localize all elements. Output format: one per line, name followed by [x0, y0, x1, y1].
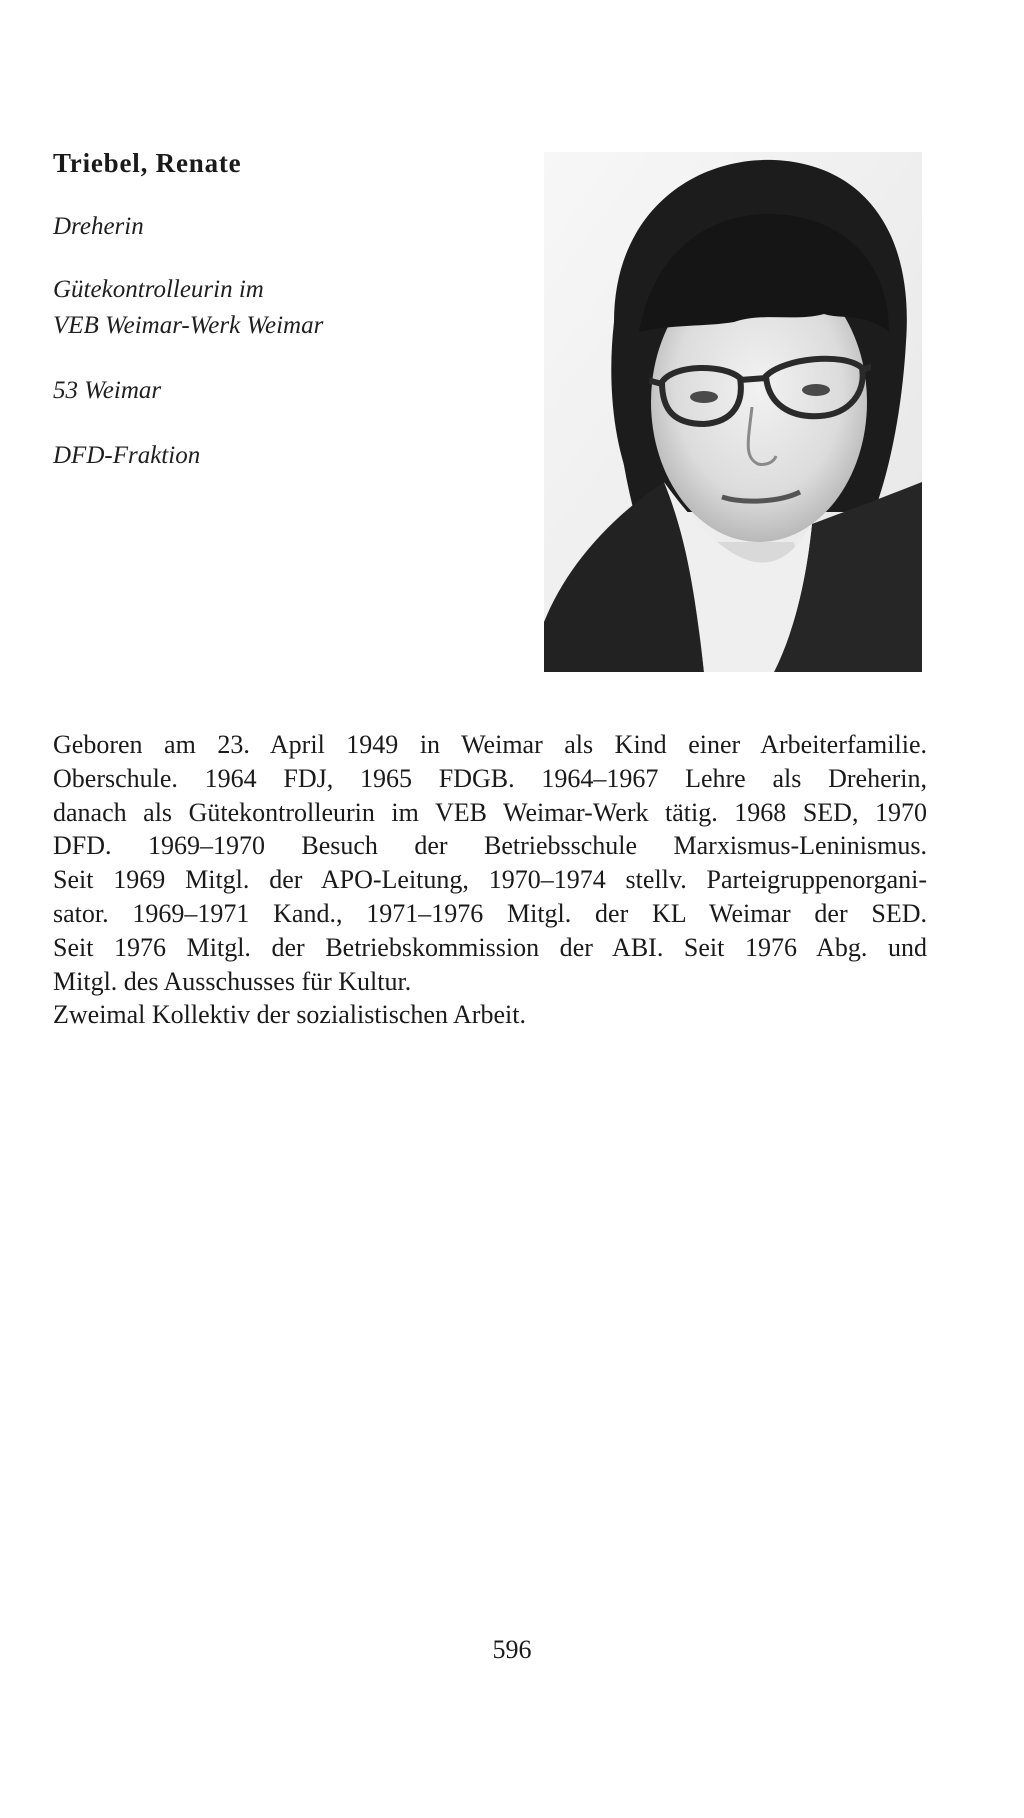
biography-text [53, 728, 927, 1032]
occupation: Dreherin [53, 213, 144, 240]
biography-line: DFD. 1969–1970 Besuch der Betriebsschule Marxismus-Leninismus. [53, 831, 927, 861]
position-line-2: VEB Weimar-Werk Weimar [53, 312, 324, 339]
position-line-1: Gütekontrolleurin im [53, 276, 264, 303]
person-name: Triebel, Renate [53, 148, 242, 178]
biography-line: Mitgl. des Ausschusses für Kultur. [53, 966, 412, 996]
biography-line: danach als Gütekontrolleurin im VEB Weimar-Werk tätig. 1968 SED, 1970 [53, 797, 927, 827]
portrait-photo [544, 152, 922, 672]
biography-line: Seit 1976 Mitgl. der Betriebskommission der ABI. Seit 1976 Abg. und [53, 932, 927, 962]
biography-line: Seit 1969 Mitgl. der APO-Leitung, 1970–1974 stellv. Parteigruppenorgani- [53, 865, 927, 895]
biography-line: Oberschule. 1964 FDJ, 1965 FDGB. 1964–1967 Lehre als Dreherin, [53, 763, 927, 793]
biography-line: sator. 1969–1971 Kand., 1971–1976 Mitgl. der KL Weimar der SED. [53, 898, 927, 928]
biography-line: Geboren am 23. April 1949 in Weimar als Kind einer Arbeiterfamilie. [53, 730, 927, 759]
biography-line: Zweimal Kollektiv der sozialistischen Arbeit. [53, 1000, 526, 1030]
location: 53 Weimar [53, 377, 162, 404]
page-number: 596 [492, 1635, 532, 1664]
faction: DFD-Fraktion [53, 442, 201, 469]
